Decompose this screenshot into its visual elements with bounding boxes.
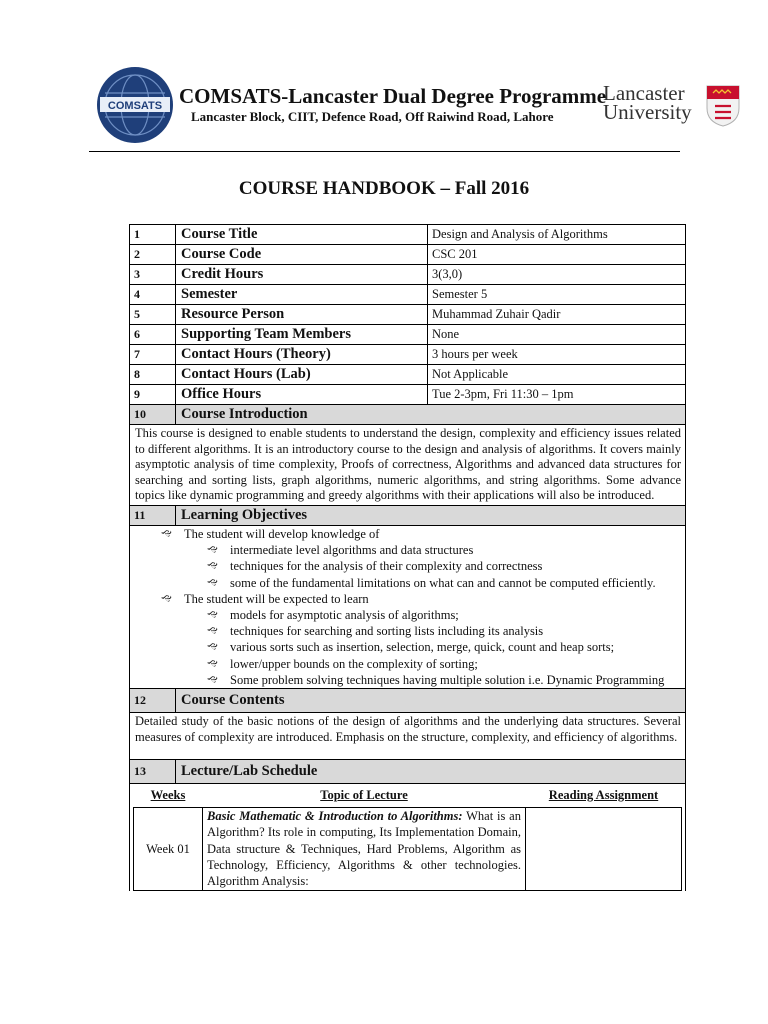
course-contents-text: Detailed study of the basic notions of the design of algorithms and the underlying data structures. Several measures of complexity are introduced. Emphasis on the structure, complexity, and efficiency of algorithms.	[130, 713, 686, 760]
row-value: Semester 5	[428, 285, 686, 305]
row-label: Contact Hours (Lab)	[176, 365, 428, 385]
row-value: Design and Analysis of Algorithms	[428, 225, 686, 245]
info-row	[130, 245, 686, 265]
bullet-icon: 🙙	[207, 544, 218, 557]
section-header-intro	[130, 405, 686, 425]
intro-body-row	[130, 425, 686, 506]
programme-address: Lancaster Block, CIIT, Defence Road, Off Raiwind Road, Lahore	[191, 109, 554, 124]
bullet-icon: 🙙	[207, 625, 218, 638]
objective-group: 🙙 The student will be expected to learn	[161, 591, 369, 606]
row-value: 3 hours per week	[428, 345, 686, 365]
section-label: Learning Objectives	[176, 505, 686, 525]
lancaster-wordmark	[603, 81, 692, 124]
objective-item: 🙙 techniques for the analysis of their complexity and correctness	[207, 559, 543, 574]
section-label: Lecture/Lab Schedule	[176, 760, 686, 784]
course-introduction-text: This course is designed to enable students to understand the design, complexity and efficiency issues related to different algorithms. It is an introductory course to the design and analysis of algorithms. It covers mainly asymptotic analysis of time complexity, Proofs of correctness, Algorithms and advanced data structures for searching and sorting lists, graph algorithms, numeric algorithms, and string algorithms. Some advance topics like dynamic programming and greedy algorithms with their applications will also be introduced.	[130, 425, 686, 506]
info-row	[130, 225, 686, 245]
objectives-body-row	[130, 525, 686, 688]
course-info-table	[129, 224, 686, 891]
week-cell: Week 01	[134, 808, 203, 891]
objective-item: 🙙 intermediate level algorithms and data structures	[207, 543, 474, 558]
row-number: 6	[130, 325, 176, 345]
bullet-icon: 🙙	[207, 560, 218, 573]
row-value: Not Applicable	[428, 365, 686, 385]
objective-item: 🙙 models for asymptotic analysis of algorithms;	[207, 607, 459, 622]
schedule-body-row	[130, 784, 686, 892]
row-value: Muhammad Zuhair Qadir	[428, 305, 686, 325]
contents-body-row	[130, 713, 686, 760]
section-header-objectives	[130, 505, 686, 525]
topic-heading: Basic Mathematic & Introduction to Algorithms:	[207, 809, 463, 824]
schedule-row	[134, 808, 682, 891]
header-divider	[89, 151, 680, 152]
row-number: 10	[130, 405, 176, 425]
section-header-contents	[130, 689, 686, 713]
comsats-logo	[96, 66, 174, 144]
row-label: Contact Hours (Theory)	[176, 345, 428, 365]
learning-objectives	[130, 525, 686, 688]
row-number: 11	[130, 505, 176, 525]
row-number: 12	[130, 689, 176, 713]
lancaster-line-1: Lancaster	[603, 81, 685, 105]
lancaster-crest-icon	[705, 84, 741, 128]
section-label: Course Contents	[176, 689, 686, 713]
row-label: Supporting Team Members	[176, 325, 428, 345]
objective-group: 🙙 The student will develop knowledge of	[161, 526, 380, 541]
col-reading: Reading Assignment	[548, 788, 659, 803]
section-header-schedule	[130, 760, 686, 784]
row-number: 9	[130, 385, 176, 405]
info-row	[130, 345, 686, 365]
info-row	[130, 325, 686, 345]
row-label: Semester	[176, 285, 428, 305]
schedule-header-row	[134, 784, 682, 808]
topic-cell	[203, 808, 526, 891]
col-topic: Topic of Lecture	[320, 788, 408, 803]
row-value: Tue 2-3pm, Fri 11:30 – 1pm	[428, 385, 686, 405]
row-label: Credit Hours	[176, 265, 428, 285]
row-number: 7	[130, 345, 176, 365]
bullet-icon: 🙙	[207, 576, 218, 589]
handbook-title: COURSE HANDBOOK – Fall 2016	[238, 178, 530, 199]
schedule-table	[133, 784, 682, 891]
row-number: 3	[130, 265, 176, 285]
row-value: 3(3,0)	[428, 265, 686, 285]
reading-cell	[526, 808, 682, 891]
row-number: 2	[130, 245, 176, 265]
lancaster-line-2: University	[603, 100, 692, 124]
row-label: Resource Person	[176, 305, 428, 325]
row-value: CSC 201	[428, 245, 686, 265]
row-label: Course Title	[176, 225, 428, 245]
bullet-icon: 🙙	[161, 527, 172, 540]
objective-item: 🙙 techniques for searching and sorting lists including its analysis	[207, 624, 544, 639]
bullet-icon: 🙙	[207, 673, 218, 686]
info-row	[130, 385, 686, 405]
comsats-logo-text: COMSATS	[107, 100, 163, 112]
section-label: Course Introduction	[176, 405, 686, 425]
row-value: None	[428, 325, 686, 345]
objective-item: 🙙 Some problem solving techniques having multiple solution i.e. Dynamic Programming	[207, 672, 665, 687]
objective-item: 🙙 various sorts such as insertion, selection, merge, quick, count and heap sorts;	[207, 640, 615, 655]
row-number: 8	[130, 365, 176, 385]
row-number: 13	[130, 760, 176, 784]
info-row	[130, 305, 686, 325]
row-number: 1	[130, 225, 176, 245]
info-row	[130, 265, 686, 285]
row-number: 4	[130, 285, 176, 305]
info-row	[130, 285, 686, 305]
row-label: Course Code	[176, 245, 428, 265]
bullet-icon: 🙙	[207, 641, 218, 654]
row-number: 5	[130, 305, 176, 325]
col-weeks: Weeks	[150, 788, 186, 803]
topic-text: What is an Algorithm? Its role in computing, Its Implementation Domain, Data structure & Techniques, Hard Problems, Algorithm as Technology, Efficiency, Algorithms & other technologies. Algorithm Analysis:	[207, 809, 521, 889]
objective-item: 🙙 lower/upper bounds on the complexity of sorting;	[207, 656, 478, 671]
row-label: Office Hours	[176, 385, 428, 405]
bullet-icon: 🙙	[207, 608, 218, 621]
bullet-icon: 🙙	[207, 657, 218, 670]
objective-item: 🙙 some of the fundamental limitations on what can and cannot be computed efficiently.	[207, 575, 656, 590]
programme-title: COMSATS-Lancaster Dual Degree Programme	[179, 84, 607, 108]
bullet-icon: 🙙	[161, 592, 172, 605]
info-row	[130, 365, 686, 385]
